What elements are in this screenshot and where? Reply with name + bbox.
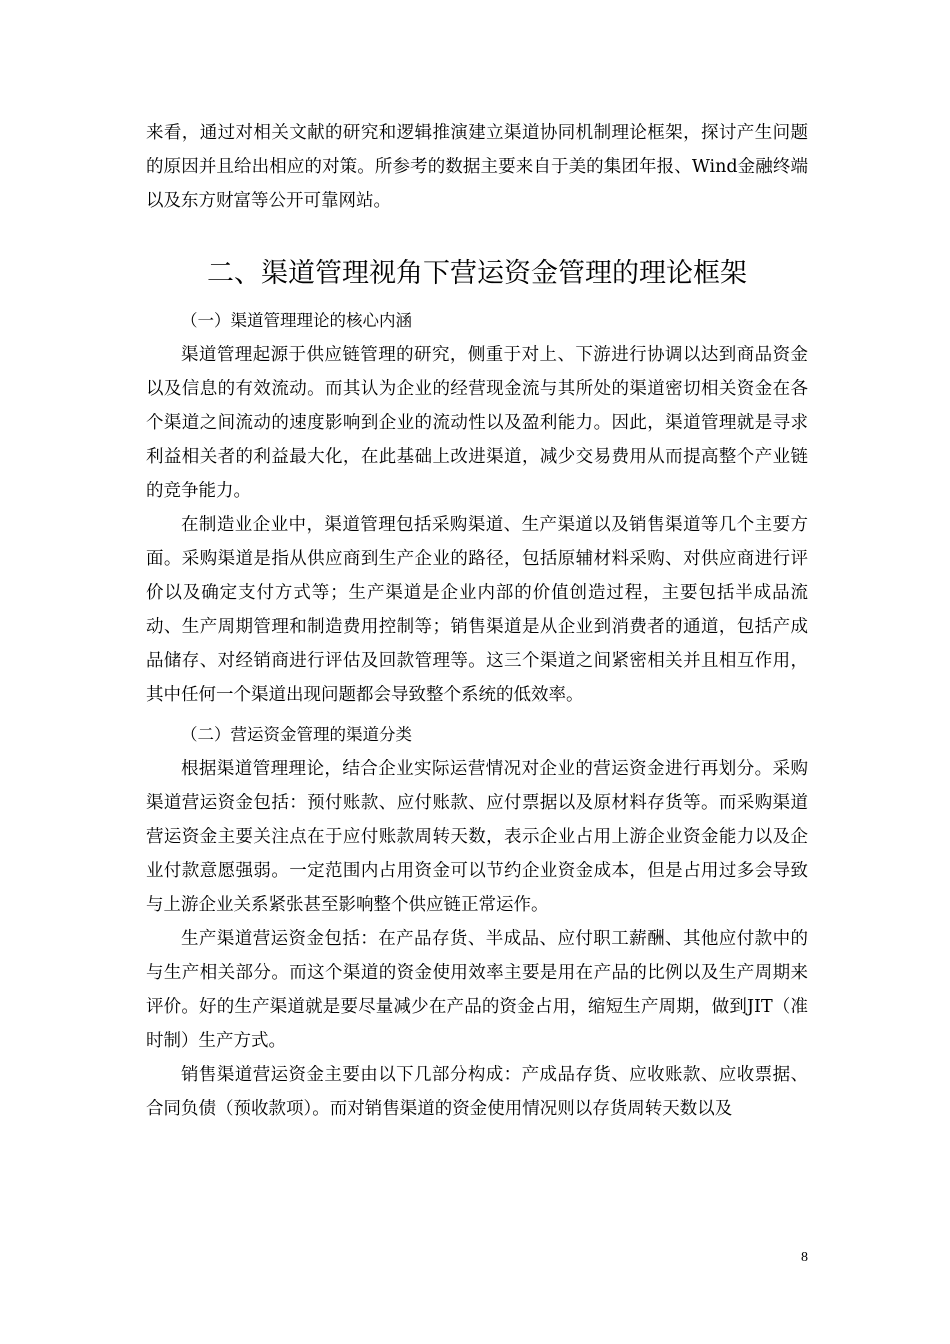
chapter-title: 二、渠道管理视角下营运资金管理的理论框架 <box>207 258 747 289</box>
body-paragraph: 在制造业企业中，渠道管理包括采购渠道、生产渠道以及销售渠道等几个主要方面。采购渠道是指从供应商到生产企业的路径，包括原辅材料采购、对供应商进行评价以及确定支付方式等；生产渠道是企业内部的价值创造过程，主要包括半成品流动、生产周期管理和制造费用控制等；销售渠道是从企业到消费者的通道，包括产成品储存、对经销商进行评估及回款管理等。这三个渠道之间紧密相关并且相互作用，其中任何一个渠道出现问题都会导致整个系统的低效率。 <box>146 515 808 705</box>
intro-paragraph: 来看，通过对相关文献的研究和逻辑推演建立渠道协同机制理论框架，探讨产生问题的原因并且给出相应的对策。所参考的数据主要来自于美的集团年报、Wind金融终端以及东方财富等公开可靠网站。 <box>146 123 808 211</box>
body-paragraph: 渠道管理起源于供应链管理的研究，侧重于对上、下游进行协调以达到商品资金以及信息的有效流动。而其认为企业的经营现金流与其所处的渠道密切相关资金在各个渠道之间流动的速度影响到企业的流动性以及盈利能力。因此，渠道管理就是寻求利益相关者的利益最大化，在此基础上改进渠道，减少交易费用从而提高整个产业链的竞争能力。 <box>146 345 808 501</box>
section-title-core-concept: （一）渠道管理理论的核心内涵 <box>181 311 412 330</box>
page-content <box>146 116 808 1126</box>
section-title-channel-classification: （二）营运资金管理的渠道分类 <box>181 725 412 744</box>
page-number: 8 <box>801 1250 808 1265</box>
body-paragraph: 销售渠道营运资金主要由以下几部分构成：产成品存货、应收账款、应收票据、合同负债（预收款项）。而对销售渠道的资金使用情况则以存货周转天数以及 <box>146 1065 808 1119</box>
body-paragraph: 生产渠道营运资金包括：在产品存货、半成品、应付职工薪酬、其他应付款中的与生产相关部分。而这个渠道的资金使用效率主要是用在产品的比例以及生产周期来评价。好的生产渠道就是要尽量减少在产品的资金占用，缩短生产周期，做到JIT（准时制）生产方式。 <box>146 929 808 1051</box>
body-paragraph: 根据渠道管理理论，结合企业实际运营情况对企业的营运资金进行再划分。采购渠道营运资金包括：预付账款、应付账款、应付票据以及原材料存货等。而采购渠道营运资金主要关注点在于应付账款周转天数，表示企业占用上游企业资金能力以及企业付款意愿强弱。一定范围内占用资金可以节约企业资金成本，但是占用过多会导致与上游企业关系紧张甚至影响整个供应链正常运作。 <box>146 759 808 915</box>
